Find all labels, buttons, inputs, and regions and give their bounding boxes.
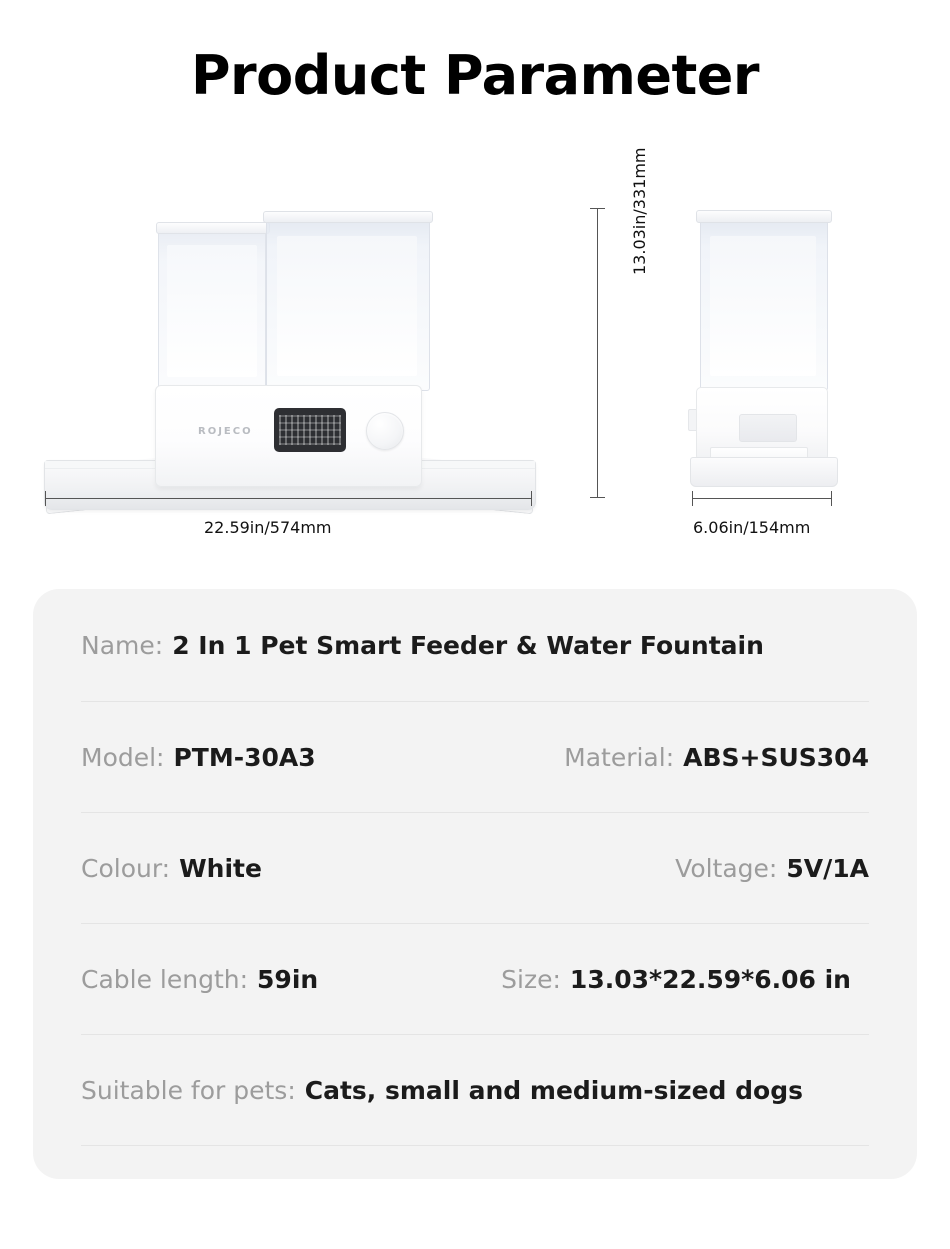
product-front-view [40, 195, 540, 515]
spec-value-model: PTM-30A3 [173, 742, 316, 772]
spec-pair-voltage [675, 854, 869, 883]
spec-pair-model [81, 743, 316, 772]
product-illustration [0, 147, 950, 565]
spec-value-suitable-pets: Cats, small and medium-sized dogs [304, 1075, 804, 1105]
spec-pair-material [564, 743, 869, 772]
spec-row-name [81, 589, 869, 702]
product-side-view [680, 195, 850, 515]
spec-pair-suitable-pets [81, 1076, 803, 1105]
spec-pair-cable-length [81, 965, 318, 994]
width-dimension-line [45, 498, 532, 499]
side-window [739, 414, 797, 442]
spec-card [33, 589, 917, 1179]
spec-pair-size [501, 965, 851, 994]
spec-row-suitable-pets [81, 1035, 869, 1146]
spec-label-name: Name: [81, 630, 164, 660]
display-screen-content [279, 415, 341, 445]
spec-value-voltage: 5V/1A [786, 853, 869, 883]
control-knob-button [366, 412, 404, 450]
water-tank [158, 230, 266, 390]
spec-row-colour-voltage [81, 813, 869, 924]
spec-label-suitable-pets: Suitable for pets: [81, 1075, 296, 1105]
spec-value-size: 13.03*22.59*6.06 in [569, 964, 851, 994]
spec-label-colour: Colour: [81, 853, 171, 883]
spec-label-voltage: Voltage: [675, 853, 778, 883]
height-dimension-label: 13.03in/331mm [630, 147, 649, 275]
spec-row-cable-size [81, 924, 869, 1035]
side-food-hopper-inner [710, 236, 816, 376]
spec-label-size: Size: [501, 964, 561, 994]
spec-value-colour: White [179, 853, 262, 883]
spec-pair-name [81, 631, 764, 660]
display-screen [274, 408, 346, 452]
spec-label-material: Material: [564, 742, 675, 772]
depth-dimension-line [692, 498, 832, 499]
food-hopper [266, 219, 430, 391]
spec-row-model-material [81, 702, 869, 813]
spec-value-name: 2 In 1 Pet Smart Feeder & Water Fountain [172, 630, 764, 660]
water-tank-inner [167, 245, 257, 377]
width-dimension-label: 22.59in/574mm [204, 518, 332, 537]
device-body [155, 385, 422, 487]
spec-pair-colour [81, 854, 262, 883]
spec-value-cable-length: 59in [257, 964, 319, 994]
spec-label-cable-length: Cable length: [81, 964, 249, 994]
spec-value-material: ABS+SUS304 [683, 742, 869, 772]
brand-logo: ROJECO [198, 426, 253, 437]
depth-dimension-label: 6.06in/154mm [693, 518, 811, 537]
spec-label-model: Model: [81, 742, 165, 772]
page-title: Product Parameter [190, 44, 760, 107]
side-base-foot [690, 457, 838, 487]
food-hopper-inner [277, 236, 417, 376]
side-food-hopper [700, 219, 828, 391]
height-dimension-line [597, 208, 598, 498]
